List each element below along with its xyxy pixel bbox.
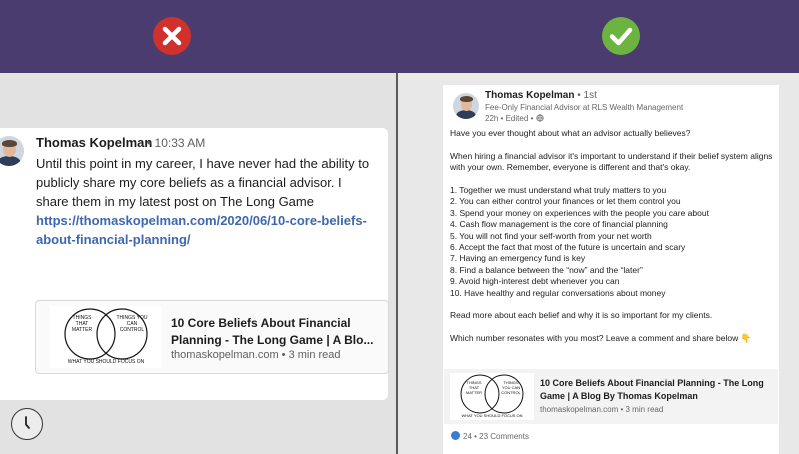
preview-meta: thomaskopelman.com • 3 min read	[171, 349, 341, 361]
preview-meta: thomaskopelman.com • 3 min read	[540, 405, 664, 414]
slack-message	[0, 128, 388, 400]
link-preview[interactable]	[444, 369, 778, 424]
avatar[interactable]	[0, 136, 24, 166]
belief-item: 4. Cash flow management is the core of financial planning	[450, 219, 668, 230]
belief-item: 6. Accept the fact that most of the future is uncertain and scary	[450, 242, 686, 253]
belief-item: 2. You can either control your finances or let them control you	[450, 196, 681, 207]
thumb-label-bottom: WHAT YOU SHOULD FOCUS ON	[461, 413, 523, 418]
comparison-header-bar	[0, 0, 799, 73]
link-preview[interactable]	[35, 300, 389, 374]
thumb-label-left: THINGS THAT MATTER	[71, 315, 93, 333]
thumb-label-bottom: WHAT YOU SHOULD FOCUS ON	[67, 359, 145, 365]
post-meta	[485, 114, 544, 123]
thumb-label-right: THINGS YOU CAN CONTROL	[501, 380, 521, 395]
linkedin-post	[443, 85, 779, 454]
preview-title[interactable]: 10 Core Beliefs About Financial Planning - The Long Game | A Blo...	[171, 316, 374, 347]
linkedin-post-panel	[398, 73, 799, 454]
thumb-label-left: THINGS THAT MATTER	[465, 380, 483, 395]
preview-title[interactable]: 10 Core Beliefs About Financial Planning - The Long Game | A Blog By Thomas Kopelman	[540, 378, 764, 401]
message-body: Until this point in my career, I have never had the ability to publicly share my core beliefs as a financial advisor. I share them in my latest post on The Long Game	[36, 156, 370, 209]
question-text: Which number resonates with you most? Leave a comment and share below 👇	[450, 333, 752, 344]
belief-item: 3. Spend your money on experiences with the people you care about	[450, 207, 709, 218]
reaction-counts[interactable]	[451, 431, 529, 441]
avatar[interactable]	[453, 93, 479, 119]
venn-thumbnail	[450, 373, 534, 420]
x-icon	[153, 17, 191, 55]
message-time[interactable]: • 10:33 AM	[147, 136, 206, 150]
connection-degree: • 1st	[577, 90, 597, 101]
post-meta-text: 22h • Edited •	[485, 114, 534, 123]
belief-item: 8. Find a balance between the “now” and the “later”	[450, 264, 643, 275]
venn-thumbnail	[50, 306, 162, 368]
author-headline: Fee-Only Financial Advisor at RLS Wealth Management	[485, 103, 684, 112]
post-intro: Have you ever thought about what an advisor actually believes?	[450, 128, 691, 138]
reaction-text[interactable]: 24 • 23 Comments	[463, 432, 529, 441]
author-name[interactable]: Thomas Kopelman	[36, 135, 153, 150]
like-icon	[451, 431, 460, 440]
belief-item: 5. You will not find your self-worth from your net worth	[450, 230, 652, 241]
post-body	[450, 128, 776, 345]
belief-item: 10. Have healthy and regular conversations about money	[450, 287, 666, 298]
belief-item: 1. Together we must understand what truly matters to you	[450, 185, 667, 195]
clock-icon[interactable]	[11, 408, 43, 440]
read-more-text: Read more about each belief and why it is so important for my clients.	[450, 310, 713, 321]
globe-icon	[536, 114, 544, 122]
message-text	[36, 154, 376, 249]
post-link[interactable]: https://thomaskopelman.com/2020/06/10-core-beliefs-about-financial-planning/	[36, 213, 367, 247]
thumb-label-right: THINGS YOU CAN CONTROL	[116, 315, 148, 333]
belief-item: 9. Avoid high-interest debt whenever you can	[450, 276, 620, 287]
check-icon	[602, 17, 640, 55]
belief-item: 7. Having an emergency fund is key	[450, 253, 586, 264]
post-paragraph: When hiring a financial advisor it's important to understand if their belief system aligns with your own. Remember, everyone is different and that's okay.	[450, 150, 773, 173]
author-name-text[interactable]: Thomas Kopelman	[485, 90, 575, 101]
author-name[interactable]	[485, 90, 597, 101]
slack-share-panel	[0, 73, 396, 454]
